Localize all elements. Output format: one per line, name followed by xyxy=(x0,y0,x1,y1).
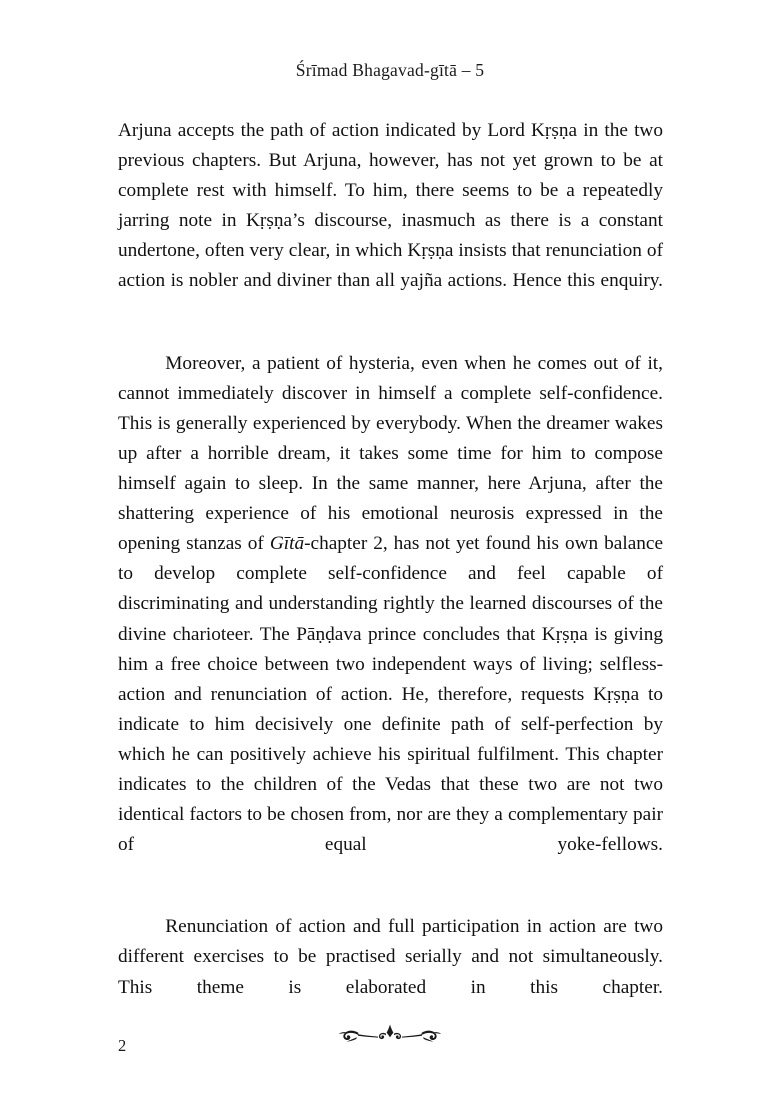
paragraph-1: Arjuna accepts the path of action indicated by Lord Kṛṣṇa in the two previous chapters. But Arjuna, however, has not yet grown to be at complete rest with himself. To him, there seems to be a repeatedly jarring note in Kṛṣṇa’s discourse, inasmuch as there is a constant undertone, often very clear, in which Kṛṣṇa insists that renunciation of action is nobler and diviner than all yajña actions. Hence this enquiry. xyxy=(118,120,663,292)
body-text-block xyxy=(118,116,663,1033)
page-number: 2 xyxy=(118,1036,127,1055)
gita-italic-term: Gītā xyxy=(269,533,305,555)
paragraph-2-part-2: -chapter 2, has not yet found his own balance to develop complete self-confidence and feel capable of discriminating and understanding rightly the learned discourses of the divine charioteer. The Pāṇḍava prince concludes that Kṛṣṇa is giving him a free choice between two independent ways of living; selfless-action and renunciation of action. He, therefore, requests Kṛṣṇa to indicate to him decisively one definite path of self-perfection by which he can positively achieve his spiritual fulfilment. This chapter indicates to the children of the Vedas that these two are not two identical factors to be chosen from, nor are they a complementary pair of equal yoke-fellows. xyxy=(118,533,664,856)
paragraph-3: Renunciation of action and full participation in action are two different exercises to be practised serially and not simultaneously. This theme is elaborated in this chapter. xyxy=(118,916,663,998)
fleuron-ornament-icon xyxy=(315,1018,465,1052)
paragraph-2 xyxy=(118,349,663,891)
running-head: Śrīmad Bhagavad-gītā – 5 xyxy=(295,60,485,80)
paragraph-2-part-1: Moreover, a patient of hysteria, even when he comes out of it, cannot immediately discover in himself a complete self-confidence. This is generally experienced by everybody. When the dreamer wakes up after a horrible dream, it takes some time for him to compose himself again to sleep. In the same manner, here Arjuna, after the shattering experience of his emotional neurosis expressed in the opening stanzas of xyxy=(118,352,663,555)
